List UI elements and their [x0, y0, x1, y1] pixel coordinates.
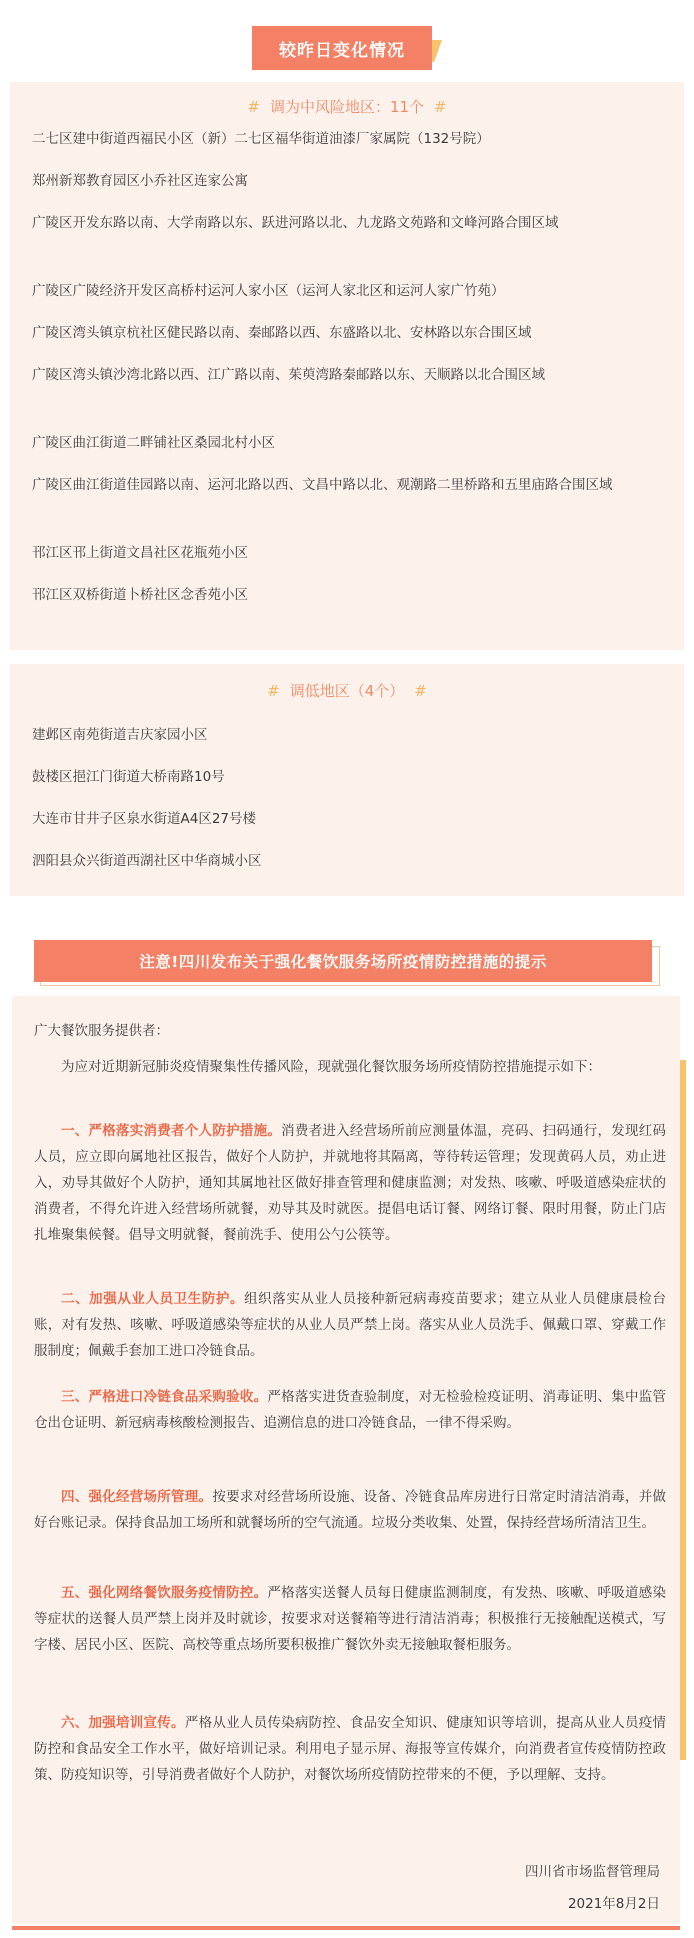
notice-point-4	[34, 1484, 666, 1536]
list-item: 广陵区曲江街道二畔铺社区桑园北村小区	[32, 435, 275, 451]
notice-greeting: 广大餐饮服务提供者：	[34, 1023, 169, 1039]
list-item: 建邺区南苑街道吉庆家园小区	[32, 727, 208, 743]
notice-point-3	[34, 1384, 666, 1436]
notice-point-6	[34, 1710, 666, 1788]
hash-icon: #	[267, 682, 280, 700]
list-item: 广陵区广陵经济开发区高桥村运河人家小区（运河人家北区和运河人家广竹苑）	[32, 283, 505, 299]
list-item: 郑州新郑教育园区小乔社区连家公寓	[32, 173, 248, 189]
point-body: 严格落实进货查验制度，对无检验检疫证明、消毒证明、集中监管仓出仓证明、新冠病毒核酸检测报告、追溯信息的进口冷链食品，一律不得采购。	[34, 1389, 667, 1431]
hash-icon: #	[414, 682, 427, 700]
point-heading: 三、严格进口冷链食品采购验收。	[61, 1389, 268, 1405]
point-heading: 六、加强培训宣传。	[61, 1715, 185, 1731]
list-item: 泗阳县众兴街道西湖社区中华商城小区	[32, 853, 262, 869]
notice-point-2	[34, 1286, 666, 1364]
notice-signature: 四川省市场监督管理局	[525, 1864, 660, 1880]
point-heading: 五、强化网络餐饮服务疫情防控。	[61, 1585, 268, 1601]
section-banner-notice: 注意!四川发布关于强化餐饮服务场所疫情防控措施的提示	[34, 940, 652, 982]
upgraded-areas-title	[10, 96, 684, 117]
upgraded-title-text: 调为中风险地区：11个	[269, 98, 425, 116]
side-stripe-decoration	[680, 1060, 686, 1760]
point-heading: 四、强化经营场所管理。	[61, 1489, 213, 1505]
point-body: 严格落实送餐人员每日健康监测制度，有发热、咳嗽、呼吸道感染等症状的送餐人员严禁上岗并及时就诊，按要求对送餐箱等进行清洁消毒；积极推行无接触配送模式，写字楼、居民小区、医院、高校等重点场所要积极推广餐饮外卖无接触取餐柜服务。	[34, 1585, 667, 1653]
notice-date: 2021年8月2日	[567, 1896, 660, 1912]
list-item: 鼓楼区挹江门街道大桥南路10号	[32, 769, 225, 785]
list-item: 邗江区双桥街道卜桥社区念香苑小区	[32, 587, 248, 603]
point-body: 消费者进入经营场所前应测量体温，亮码、扫码通行，发现红码人员，应立即向属地社区报告，做好个人防护，并就地将其隔离，等待转运管理；发现黄码人员，劝止进入，劝导其做好个人防护，通知其属地社区做好排查管理和健康监测；对发热、咳嗽、呼吸道感染症状的消费者，不得允许进入经营场所就餐，劝导其及时就医。提倡电话订餐、网络订餐、限时用餐，防止门店扎堆聚集候餐。倡导文明就餐，餐前洗手、使用公勺公筷等。	[34, 1123, 666, 1243]
list-item: 大连市甘井子区泉水街道A4区27号楼	[32, 811, 257, 827]
list-item: 邗江区邗上街道文昌社区花瓶苑小区	[32, 545, 248, 561]
upgraded-areas-box	[10, 82, 684, 650]
list-item: 广陵区曲江街道佳园路以南、运河北路以西、文昌中路以北、观潮路二里桥路和五里庙路合围区域	[32, 477, 613, 493]
point-body: 组织落实从业人员接种新冠病毒疫苗要求；建立从业人员健康晨检台账，对有发热、咳嗽、呼吸道感染等症状的从业人员严禁上岗。落实从业人员洗手、佩戴口罩、穿戴工作服制度；佩戴手套加工进口冷链食品。	[34, 1291, 667, 1359]
notice-intro: 为应对近期新冠肺炎疫情聚集性传播风险，现就强化餐饮服务场所疫情防控措施提示如下：	[61, 1059, 601, 1075]
hash-icon: #	[434, 98, 447, 116]
hash-icon: #	[247, 98, 260, 116]
list-item: 广陵区湾头镇京杭社区健民路以南、秦邮路以西、东盛路以北、安林路以东合围区域	[32, 325, 532, 341]
point-body: 按要求对经营场所设施、设备、冷链食品库房进行日常定时清洁消毒，并做好台账记录。保持食品加工场所和就餐场所的空气流通。垃圾分类收集、处置，保持经营场所清洁卫生。	[34, 1489, 667, 1531]
downgraded-title-text: 调低地区（4个）	[289, 682, 405, 700]
bottom-stripe-decoration	[12, 1926, 680, 1930]
section-banner-changes: 较昨日变化情况	[252, 26, 432, 70]
notice-point-1	[34, 1118, 666, 1248]
downgraded-areas-title	[10, 680, 684, 701]
list-item: 广陵区湾头镇沙湾北路以西、江广路以南、茱萸湾路秦邮路以东、天顺路以北合围区域	[32, 367, 545, 383]
list-item: 广陵区开发东路以南、大学南路以东、跃进河路以北、九龙路文苑路和文峰河路合围区域	[32, 215, 559, 231]
point-body: 严格从业人员传染病防控、食品安全知识、健康知识等培训，提高从业人员疫情防控和食品安全工作水平，做好培训记录。利用电子显示屏、海报等宣传媒介，向消费者宣传疫情防控政策、防疫知识等，引导消费者做好个人防护，对餐饮场所疫情防控带来的不便，予以理解、支持。	[34, 1715, 667, 1783]
notice-point-5	[34, 1580, 666, 1658]
downgraded-areas-box	[10, 664, 684, 896]
point-heading: 一、严格落实消费者个人防护措施。	[61, 1123, 282, 1139]
list-item: 二七区建中街道西福民小区（新）二七区福华街道油漆厂家属院（132号院）	[32, 131, 490, 147]
point-heading: 二、加强从业人员卫生防护。	[61, 1291, 245, 1307]
